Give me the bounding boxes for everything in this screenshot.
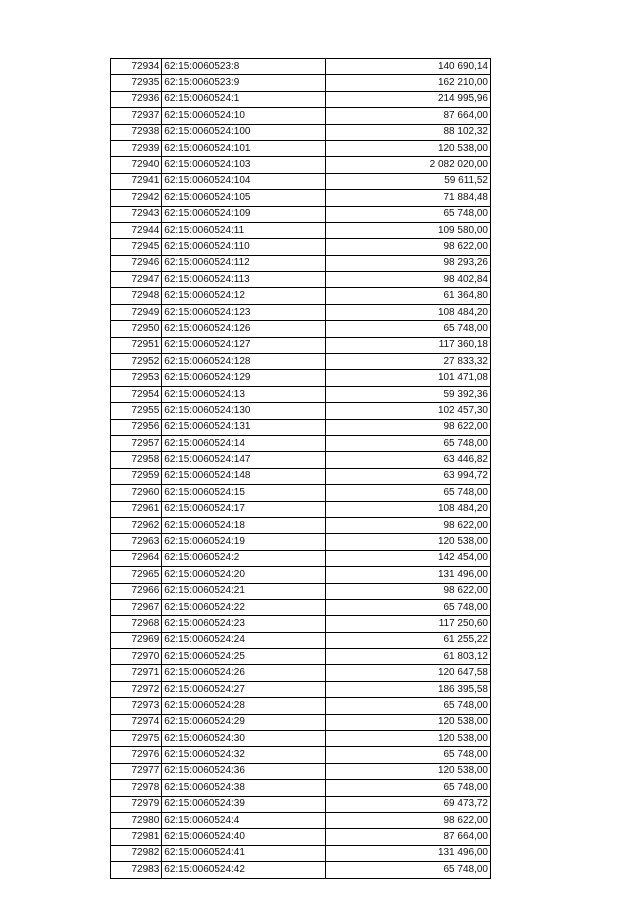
table-row xyxy=(111,845,491,861)
cadastral-number-cell: 62:15:0060524:14 xyxy=(162,435,326,451)
row-number-cell: 72975 xyxy=(111,731,162,747)
cadastral-value-cell: 27 833,32 xyxy=(326,354,491,370)
row-number-cell: 72941 xyxy=(111,173,162,189)
table-row xyxy=(111,75,491,91)
cadastral-number-cell: 62:15:0060524:110 xyxy=(162,239,326,255)
row-number-cell: 72969 xyxy=(111,632,162,648)
cadastral-value-cell: 65 748,00 xyxy=(326,698,491,714)
table-row xyxy=(111,583,491,599)
cadastral-number-cell: 62:15:0060524:130 xyxy=(162,403,326,419)
table-row xyxy=(111,321,491,337)
row-number-cell: 72958 xyxy=(111,452,162,468)
cadastral-number-cell: 62:15:0060524:1 xyxy=(162,91,326,107)
cadastral-value-cell: 142 454,00 xyxy=(326,550,491,566)
cadastral-number-cell: 62:15:0060523:9 xyxy=(162,75,326,91)
cadastral-value-cell: 63 994,72 xyxy=(326,468,491,484)
row-number-cell: 72971 xyxy=(111,665,162,681)
cadastral-number-cell: 62:15:0060524:13 xyxy=(162,386,326,402)
table-row xyxy=(111,780,491,796)
cadastral-number-cell: 62:15:0060524:24 xyxy=(162,632,326,648)
table-row xyxy=(111,222,491,238)
cadastral-number-cell: 62:15:0060524:22 xyxy=(162,599,326,615)
cadastral-number-cell: 62:15:0060524:4 xyxy=(162,812,326,828)
row-number-cell: 72968 xyxy=(111,616,162,632)
cadastral-value-table xyxy=(110,58,491,879)
table-row xyxy=(111,501,491,517)
cadastral-value-cell: 98 622,00 xyxy=(326,517,491,533)
table-row xyxy=(111,763,491,779)
table-row xyxy=(111,288,491,304)
cadastral-number-cell: 62:15:0060524:127 xyxy=(162,337,326,353)
cadastral-value-cell: 88 102,32 xyxy=(326,124,491,140)
cadastral-value-cell: 69 473,72 xyxy=(326,796,491,812)
row-number-cell: 72962 xyxy=(111,517,162,533)
cadastral-value-cell: 65 748,00 xyxy=(326,862,491,878)
cadastral-number-cell: 62:15:0060524:105 xyxy=(162,190,326,206)
row-number-cell: 72951 xyxy=(111,337,162,353)
cadastral-value-cell: 65 748,00 xyxy=(326,747,491,763)
table-row xyxy=(111,517,491,533)
table-row xyxy=(111,796,491,812)
cadastral-number-cell: 62:15:0060524:126 xyxy=(162,321,326,337)
cadastral-value-cell: 101 471,08 xyxy=(326,370,491,386)
table-row xyxy=(111,714,491,730)
cadastral-number-cell: 62:15:0060524:100 xyxy=(162,124,326,140)
cadastral-number-cell: 62:15:0060524:10 xyxy=(162,108,326,124)
cadastral-number-cell: 62:15:0060523:8 xyxy=(162,59,326,75)
cadastral-value-cell: 98 622,00 xyxy=(326,583,491,599)
row-number-cell: 72939 xyxy=(111,140,162,156)
row-number-cell: 72979 xyxy=(111,796,162,812)
row-number-cell: 72934 xyxy=(111,59,162,75)
cadastral-number-cell: 62:15:0060524:32 xyxy=(162,747,326,763)
table-row xyxy=(111,862,491,878)
cadastral-number-cell: 62:15:0060524:103 xyxy=(162,157,326,173)
table-row xyxy=(111,681,491,697)
row-number-cell: 72946 xyxy=(111,255,162,271)
cadastral-value-cell: 98 402,84 xyxy=(326,272,491,288)
cadastral-number-cell: 62:15:0060524:148 xyxy=(162,468,326,484)
row-number-cell: 72937 xyxy=(111,108,162,124)
cadastral-number-cell: 62:15:0060524:38 xyxy=(162,780,326,796)
table-row xyxy=(111,108,491,124)
row-number-cell: 72935 xyxy=(111,75,162,91)
table-row xyxy=(111,304,491,320)
table-row xyxy=(111,386,491,402)
cadastral-value-cell: 98 293,26 xyxy=(326,255,491,271)
cadastral-number-cell: 62:15:0060524:28 xyxy=(162,698,326,714)
cadastral-value-cell: 120 538,00 xyxy=(326,714,491,730)
cadastral-value-cell: 162 210,00 xyxy=(326,75,491,91)
table-row xyxy=(111,173,491,189)
row-number-cell: 72947 xyxy=(111,272,162,288)
cadastral-value-cell: 59 611,52 xyxy=(326,173,491,189)
cadastral-number-cell: 62:15:0060524:19 xyxy=(162,534,326,550)
cadastral-value-cell: 65 748,00 xyxy=(326,206,491,222)
cadastral-number-cell: 62:15:0060524:41 xyxy=(162,845,326,861)
cadastral-number-cell: 62:15:0060524:39 xyxy=(162,796,326,812)
table-row xyxy=(111,829,491,845)
row-number-cell: 72974 xyxy=(111,714,162,730)
table-row xyxy=(111,91,491,107)
row-number-cell: 72956 xyxy=(111,419,162,435)
row-number-cell: 72967 xyxy=(111,599,162,615)
table-row xyxy=(111,206,491,222)
cadastral-number-cell: 62:15:0060524:21 xyxy=(162,583,326,599)
table-row xyxy=(111,550,491,566)
cadastral-value-cell: 65 748,00 xyxy=(326,321,491,337)
cadastral-value-cell: 87 664,00 xyxy=(326,108,491,124)
cadastral-number-cell: 62:15:0060524:147 xyxy=(162,452,326,468)
cadastral-number-cell: 62:15:0060524:40 xyxy=(162,829,326,845)
row-number-cell: 72959 xyxy=(111,468,162,484)
cadastral-number-cell: 62:15:0060524:109 xyxy=(162,206,326,222)
row-number-cell: 72942 xyxy=(111,190,162,206)
row-number-cell: 72965 xyxy=(111,567,162,583)
table-row xyxy=(111,124,491,140)
row-number-cell: 72954 xyxy=(111,386,162,402)
cadastral-value-cell: 98 622,00 xyxy=(326,239,491,255)
cadastral-number-cell: 62:15:0060524:112 xyxy=(162,255,326,271)
cadastral-value-cell: 120 647,58 xyxy=(326,665,491,681)
row-number-cell: 72949 xyxy=(111,304,162,320)
row-number-cell: 72940 xyxy=(111,157,162,173)
table-row xyxy=(111,534,491,550)
cadastral-number-cell: 62:15:0060524:104 xyxy=(162,173,326,189)
cadastral-number-cell: 62:15:0060524:26 xyxy=(162,665,326,681)
cadastral-number-cell: 62:15:0060524:131 xyxy=(162,419,326,435)
cadastral-value-cell: 140 690,14 xyxy=(326,59,491,75)
cadastral-value-cell: 98 622,00 xyxy=(326,812,491,828)
cadastral-value-cell: 2 082 020,00 xyxy=(326,157,491,173)
cadastral-number-cell: 62:15:0060524:17 xyxy=(162,501,326,517)
cadastral-value-cell: 63 446,82 xyxy=(326,452,491,468)
cadastral-number-cell: 62:15:0060524:113 xyxy=(162,272,326,288)
table-row xyxy=(111,747,491,763)
cadastral-value-cell: 98 622,00 xyxy=(326,419,491,435)
cadastral-number-cell: 62:15:0060524:20 xyxy=(162,567,326,583)
cadastral-value-cell: 109 580,00 xyxy=(326,222,491,238)
row-number-cell: 72972 xyxy=(111,681,162,697)
row-number-cell: 72955 xyxy=(111,403,162,419)
cadastral-number-cell: 62:15:0060524:29 xyxy=(162,714,326,730)
table-row xyxy=(111,354,491,370)
row-number-cell: 72978 xyxy=(111,780,162,796)
cadastral-value-cell: 61 364,80 xyxy=(326,288,491,304)
table-row xyxy=(111,370,491,386)
table-row xyxy=(111,698,491,714)
row-number-cell: 72966 xyxy=(111,583,162,599)
cadastral-number-cell: 62:15:0060524:42 xyxy=(162,862,326,878)
table-row xyxy=(111,632,491,648)
cadastral-number-cell: 62:15:0060524:18 xyxy=(162,517,326,533)
row-number-cell: 72981 xyxy=(111,829,162,845)
row-number-cell: 72960 xyxy=(111,485,162,501)
table-row xyxy=(111,59,491,75)
cadastral-value-cell: 65 748,00 xyxy=(326,435,491,451)
cadastral-value-cell: 186 395,58 xyxy=(326,681,491,697)
cadastral-value-cell: 131 496,00 xyxy=(326,567,491,583)
cadastral-value-cell: 108 484,20 xyxy=(326,501,491,517)
cadastral-number-cell: 62:15:0060524:123 xyxy=(162,304,326,320)
cadastral-number-cell: 62:15:0060524:27 xyxy=(162,681,326,697)
cadastral-value-cell: 117 250,60 xyxy=(326,616,491,632)
cadastral-value-cell: 120 538,00 xyxy=(326,534,491,550)
table-row xyxy=(111,567,491,583)
table-row xyxy=(111,616,491,632)
cadastral-value-cell: 65 748,00 xyxy=(326,485,491,501)
cadastral-value-cell: 71 884,48 xyxy=(326,190,491,206)
row-number-cell: 72950 xyxy=(111,321,162,337)
cadastral-number-cell: 62:15:0060524:128 xyxy=(162,354,326,370)
cadastral-number-cell: 62:15:0060524:129 xyxy=(162,370,326,386)
cadastral-value-cell: 117 360,18 xyxy=(326,337,491,353)
table-row xyxy=(111,812,491,828)
row-number-cell: 72982 xyxy=(111,845,162,861)
row-number-cell: 72957 xyxy=(111,435,162,451)
cadastral-number-cell: 62:15:0060524:36 xyxy=(162,763,326,779)
table-row xyxy=(111,731,491,747)
cadastral-number-cell: 62:15:0060524:12 xyxy=(162,288,326,304)
cadastral-number-cell: 62:15:0060524:15 xyxy=(162,485,326,501)
cadastral-value-cell: 120 538,00 xyxy=(326,763,491,779)
cadastral-value-cell: 120 538,00 xyxy=(326,731,491,747)
row-number-cell: 72976 xyxy=(111,747,162,763)
cadastral-number-cell: 62:15:0060524:25 xyxy=(162,649,326,665)
cadastral-number-cell: 62:15:0060524:23 xyxy=(162,616,326,632)
table-row xyxy=(111,665,491,681)
row-number-cell: 72943 xyxy=(111,206,162,222)
cadastral-value-cell: 108 484,20 xyxy=(326,304,491,320)
row-number-cell: 72945 xyxy=(111,239,162,255)
table-row xyxy=(111,190,491,206)
table-row xyxy=(111,157,491,173)
row-number-cell: 72980 xyxy=(111,812,162,828)
table-row xyxy=(111,419,491,435)
row-number-cell: 72952 xyxy=(111,354,162,370)
table-row xyxy=(111,140,491,156)
row-number-cell: 72936 xyxy=(111,91,162,107)
table-row xyxy=(111,649,491,665)
row-number-cell: 72948 xyxy=(111,288,162,304)
row-number-cell: 72944 xyxy=(111,222,162,238)
cadastral-value-cell: 65 748,00 xyxy=(326,599,491,615)
row-number-cell: 72973 xyxy=(111,698,162,714)
table-row xyxy=(111,452,491,468)
row-number-cell: 72970 xyxy=(111,649,162,665)
row-number-cell: 72983 xyxy=(111,862,162,878)
cadastral-number-cell: 62:15:0060524:101 xyxy=(162,140,326,156)
cadastral-value-cell: 61 255,22 xyxy=(326,632,491,648)
cadastral-value-cell: 61 803,12 xyxy=(326,649,491,665)
row-number-cell: 72938 xyxy=(111,124,162,140)
cadastral-number-cell: 62:15:0060524:2 xyxy=(162,550,326,566)
cadastral-value-cell: 65 748,00 xyxy=(326,780,491,796)
table-row xyxy=(111,468,491,484)
table-row xyxy=(111,337,491,353)
row-number-cell: 72963 xyxy=(111,534,162,550)
cadastral-value-cell: 120 538,00 xyxy=(326,140,491,156)
cadastral-value-cell: 59 392,36 xyxy=(326,386,491,402)
table-row xyxy=(111,239,491,255)
cadastral-value-cell: 214 995,96 xyxy=(326,91,491,107)
table-row xyxy=(111,255,491,271)
cadastral-value-cell: 131 496,00 xyxy=(326,845,491,861)
row-number-cell: 72977 xyxy=(111,763,162,779)
cadastral-number-cell: 62:15:0060524:30 xyxy=(162,731,326,747)
row-number-cell: 72953 xyxy=(111,370,162,386)
table-row xyxy=(111,599,491,615)
table-row xyxy=(111,435,491,451)
table-row xyxy=(111,403,491,419)
row-number-cell: 72961 xyxy=(111,501,162,517)
row-number-cell: 72964 xyxy=(111,550,162,566)
cadastral-value-cell: 87 664,00 xyxy=(326,829,491,845)
table-row xyxy=(111,272,491,288)
table-body xyxy=(111,59,491,879)
table-row xyxy=(111,485,491,501)
cadastral-value-cell: 102 457,30 xyxy=(326,403,491,419)
cadastral-number-cell: 62:15:0060524:11 xyxy=(162,222,326,238)
